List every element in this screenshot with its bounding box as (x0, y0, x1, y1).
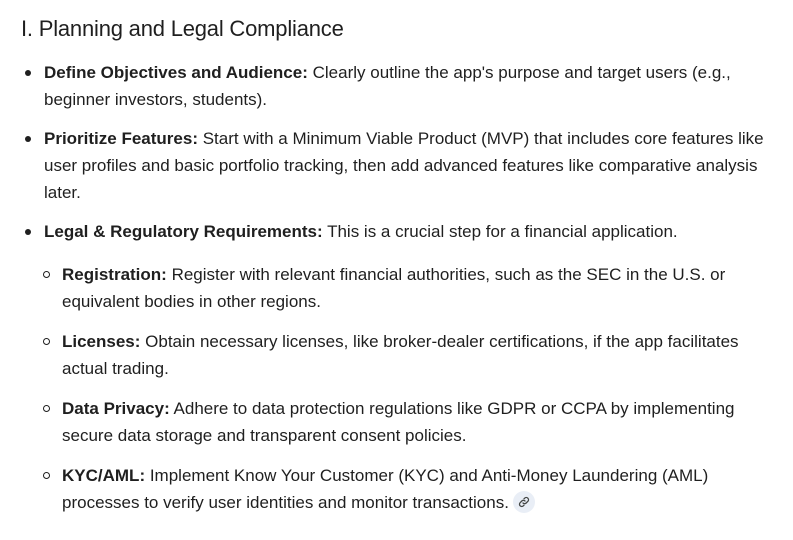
list-item-objectives (21, 59, 773, 113)
sub-item-term: Licenses: (62, 332, 141, 351)
item-text: Start with a Minimum Viable Product (MVP) that includes core features like user profiles and basic portfolio tracking, then add advanced features like comparative analysis later. (44, 129, 764, 202)
sub-item-registration (21, 261, 773, 315)
sub-item-kyc-aml (21, 462, 773, 516)
item-text: Clearly outline the app's purpose and target users (e.g., beginner investors, students). (44, 63, 731, 109)
sub-item-licenses (21, 328, 773, 382)
sub-item-text: Implement Know Your Customer (KYC) and Anti-Money Laundering (AML) processes to verify user identities and monitor transactions. (62, 466, 709, 512)
sub-item-term: Data Privacy: (62, 399, 170, 418)
list-item-legal (21, 218, 773, 516)
sub-item-term: KYC/AML: (62, 466, 146, 485)
sub-item-data-privacy (21, 395, 773, 449)
sub-item-text: Adhere to data protection regulations like GDPR or CCPA by implementing secure data storage and transparent consent policies. (62, 399, 735, 445)
list-item-features (21, 125, 773, 206)
item-term: Legal & Regulatory Requirements: (44, 222, 323, 241)
item-text: This is a crucial step for a financial application. (322, 222, 678, 241)
item-term: Define Objectives and Audience: (44, 63, 308, 82)
sub-item-text: Obtain necessary licenses, like broker-dealer certifications, if the app facilitates actual trading. (62, 332, 739, 378)
sub-item-text: Register with relevant financial authorities, such as the SEC in the U.S. or equivalent bodies in other regions. (62, 265, 726, 311)
sub-bullet-list (21, 261, 773, 516)
section-heading: I. Planning and Legal Compliance (21, 16, 344, 41)
bullet-list (21, 59, 773, 516)
link-icon (518, 496, 530, 508)
sub-item-term: Registration: (62, 265, 167, 284)
source-link-button[interactable] (513, 491, 535, 513)
item-term: Prioritize Features: (44, 129, 198, 148)
